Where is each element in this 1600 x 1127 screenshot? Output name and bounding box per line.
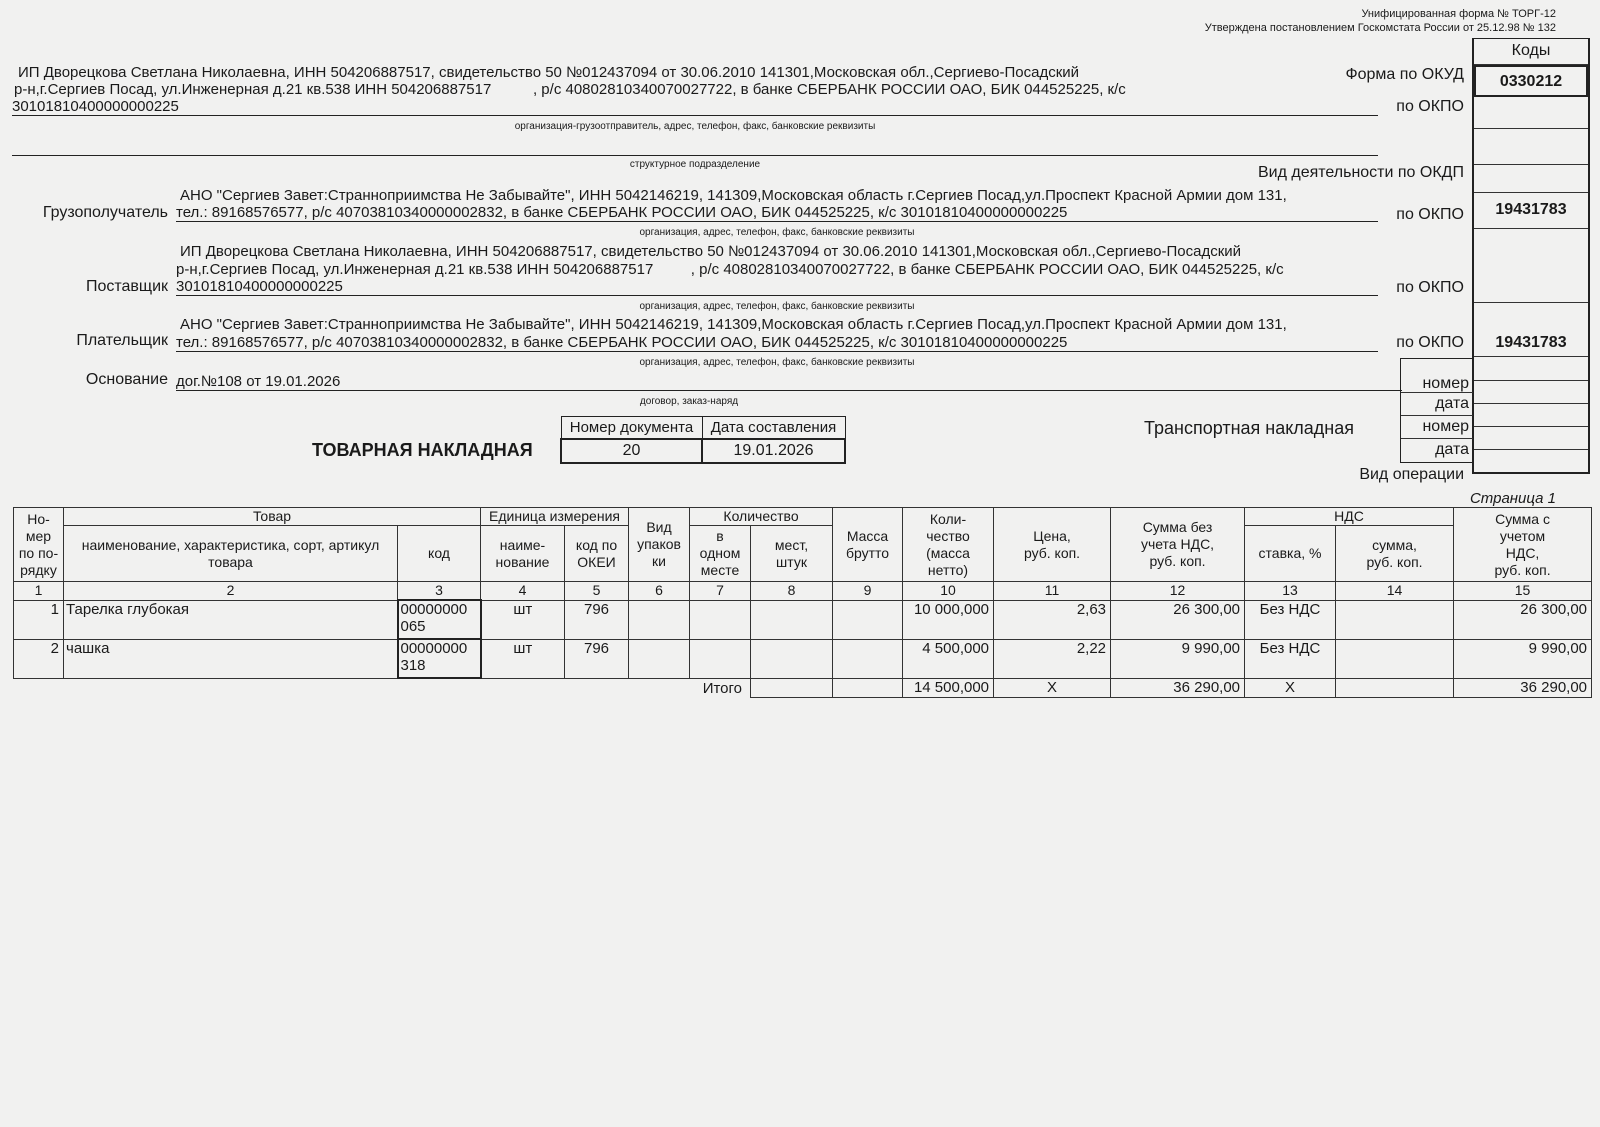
row-total: 26 300,00 bbox=[1454, 600, 1592, 639]
okdp-code bbox=[1474, 165, 1588, 193]
col-num-header: Но- мер по по- рядку bbox=[14, 508, 64, 582]
payer-caption: организация, адрес, телефон, факс, банковские реквизиты bbox=[639, 357, 915, 368]
row-pack bbox=[629, 600, 690, 639]
okud-code: 0330212 bbox=[1474, 65, 1588, 97]
row-price: 2,63 bbox=[994, 600, 1111, 639]
shipper-line-1: ИП Дворецкова Светлана Николаевна, ИНН 504206887517, свидетельство 50 №012437094 от 30.06.2010 141301,Московская обл.,Сергиево-Посадский bbox=[18, 64, 1080, 81]
transport-number-code bbox=[1474, 404, 1588, 427]
okei-header: код по ОКЕИ bbox=[565, 526, 629, 582]
row-qty: 4 500,000 bbox=[903, 639, 994, 678]
price-header: Цена, руб. коп. bbox=[994, 508, 1111, 582]
transport-date-code bbox=[1474, 427, 1588, 450]
row-total: 9 990,00 bbox=[1454, 639, 1592, 678]
vat-header: НДС bbox=[1245, 508, 1454, 526]
consignee-line-2: тел.: 89168576577, р/с 40703810340000002832, в банке СБЕРБАНК РОССИИ ОАО, БИК 044525225, к/с 30101810400000000225 bbox=[176, 204, 1378, 222]
col-number: 11 bbox=[994, 582, 1111, 601]
basis-date-code bbox=[1474, 381, 1588, 404]
side-labels bbox=[1400, 358, 1474, 463]
supplier-caption: организация, адрес, телефон, факс, банковские реквизиты bbox=[639, 301, 915, 312]
doc-title: ТОВАРНАЯ НАКЛАДНАЯ bbox=[312, 440, 533, 460]
col-number: 12 bbox=[1111, 582, 1245, 601]
row-name: Тарелка глубокая bbox=[64, 600, 398, 639]
col-number: 3 bbox=[398, 582, 481, 601]
division-code bbox=[1474, 129, 1588, 165]
col-number: 1 bbox=[14, 582, 64, 601]
row-sum: 26 300,00 bbox=[1111, 600, 1245, 639]
col-number: 5 bbox=[565, 582, 629, 601]
row-qty: 10 000,000 bbox=[903, 600, 994, 639]
basis-value: дог.№108 от 19.01.2026 bbox=[176, 373, 1402, 391]
row-sum: 9 990,00 bbox=[1111, 639, 1245, 678]
col-number: 8 bbox=[751, 582, 833, 601]
table-row bbox=[14, 600, 1592, 639]
row-gross bbox=[833, 639, 903, 678]
total-label: Итого bbox=[702, 679, 743, 697]
row-number: 2 bbox=[14, 639, 64, 678]
codes-column bbox=[1472, 38, 1590, 474]
basis-number-code bbox=[1474, 357, 1588, 381]
doc-number: 20 bbox=[561, 439, 702, 463]
doc-date: 19.01.2026 bbox=[702, 439, 845, 463]
row-vat-sum bbox=[1336, 600, 1454, 639]
consignee-caption: организация, адрес, телефон, факс, банковские реквизиты bbox=[639, 227, 915, 238]
row-name: чашка bbox=[64, 639, 398, 678]
row-places bbox=[751, 639, 833, 678]
in-place-header: в одном месте bbox=[690, 526, 751, 582]
supplier-okpo-code bbox=[1474, 229, 1588, 303]
payer-label: Плательщик bbox=[76, 332, 168, 349]
row-price: 2,22 bbox=[994, 639, 1111, 678]
col-number: 7 bbox=[690, 582, 751, 601]
row-in-place bbox=[690, 600, 751, 639]
basis-number-label: номер bbox=[1401, 359, 1473, 393]
total-price-x: X bbox=[994, 678, 1111, 697]
row-code: 00000000 318 bbox=[398, 639, 481, 678]
consignee-okpo-code: 19431783 bbox=[1474, 193, 1588, 229]
doc-date-label: Дата составления bbox=[702, 417, 845, 440]
vat-rate-header: ставка, % bbox=[1245, 526, 1336, 582]
sum-no-vat-header: Сумма без учета НДС, руб. коп. bbox=[1111, 508, 1245, 582]
approval-note: Утверждена постановлением Госкомстата России от 25.12.98 № 132 bbox=[1204, 22, 1556, 34]
unit-name-header: наиме- нование bbox=[481, 526, 565, 582]
row-code: 00000000 065 bbox=[398, 600, 481, 639]
supplier-line-1: ИП Дворецкова Светлана Николаевна, ИНН 504206887517, свидетельство 50 №012437094 от 30.06.2010 141301,Московская обл.,Сергиево-Посадский bbox=[180, 243, 1242, 260]
col-number: 15 bbox=[1454, 582, 1592, 601]
doc-number-box bbox=[560, 416, 846, 464]
total-gross bbox=[833, 678, 903, 697]
transport-number-label: номер bbox=[1401, 416, 1473, 439]
row-gross bbox=[833, 600, 903, 639]
unit-header: Единица измерения bbox=[481, 508, 629, 526]
transport-date-label: дата bbox=[1435, 441, 1469, 458]
transport-waybill-label: Транспортная накладная bbox=[1144, 418, 1355, 438]
okud-label: Форма по ОКУД bbox=[1345, 66, 1464, 83]
places-header: мест, штук bbox=[751, 526, 833, 582]
goods-table bbox=[13, 507, 1592, 698]
col-number: 4 bbox=[481, 582, 565, 601]
okpo-label-payer: по ОКПО bbox=[1396, 334, 1464, 351]
goods-header: Товар bbox=[64, 508, 481, 526]
payer-okpo-code: 19431783 bbox=[1474, 303, 1588, 357]
operation-code bbox=[1474, 450, 1588, 472]
okpo-label-supplier: по ОКПО bbox=[1396, 279, 1464, 296]
col-number: 13 bbox=[1245, 582, 1336, 601]
row-number: 1 bbox=[14, 600, 64, 639]
col-number: 10 bbox=[903, 582, 994, 601]
total-total: 36 290,00 bbox=[1454, 678, 1592, 697]
payer-line-2: тел.: 89168576577, р/с 40703810340000002832, в банке СБЕРБАНК РОССИИ ОАО, БИК 044525225, к/с 30101810400000000225 bbox=[176, 334, 1378, 352]
division-line bbox=[12, 142, 1378, 156]
col-number: 9 bbox=[833, 582, 903, 601]
operation-label: Вид операции bbox=[1359, 466, 1464, 483]
total-sum: 36 290,00 bbox=[1111, 678, 1245, 697]
shipper-line-2: р-н,г.Сергиев Посад, ул.Инженерная д.21 кв.538 ИНН 504206887517 , р/с 40802810340070027722, в банке СБЕРБАНК РОССИИ ОАО, БИК 044525225, к/с bbox=[14, 81, 1126, 98]
row-pack bbox=[629, 639, 690, 678]
supplier-line-3: 30101810400000000225 bbox=[176, 278, 1378, 296]
code-header: код bbox=[398, 526, 481, 582]
row-okei: 796 bbox=[565, 600, 629, 639]
okdp-label: Вид деятельности по ОКДП bbox=[1257, 164, 1464, 181]
basis-label: Основание bbox=[85, 371, 168, 388]
row-in-place bbox=[690, 639, 751, 678]
row-unit: шт bbox=[481, 639, 565, 678]
form-name: Унифицированная форма № ТОРГ-12 bbox=[1361, 8, 1556, 20]
gross-header: Масса брутто bbox=[833, 508, 903, 582]
consignee-label: Грузополучатель bbox=[42, 204, 168, 221]
okpo-label-consignee: по ОКПО bbox=[1396, 206, 1464, 223]
goods-name-header: наименование, характеристика, сорт, артикул товара bbox=[64, 526, 398, 582]
doc-number-label: Номер документа bbox=[561, 417, 702, 440]
shipper-caption: организация-грузоотправитель, адрес, телефон, факс, банковские реквизиты bbox=[514, 121, 876, 132]
vat-sum-header: сумма, руб. коп. bbox=[1336, 526, 1454, 582]
supplier-line-2: р-н,г.Сергиев Посад, ул.Инженерная д.21 кв.538 ИНН 504206887517 , р/с 40802810340070027722, в банке СБЕРБАНК РОССИИ ОАО, БИК 044525225, к/с bbox=[176, 261, 1284, 278]
net-header: Коли- чество (масса нетто) bbox=[903, 508, 994, 582]
row-vat-rate: Без НДС bbox=[1245, 600, 1336, 639]
total-row bbox=[14, 678, 1592, 697]
okpo-label-shipper: по ОКПО bbox=[1396, 98, 1464, 115]
supplier-label: Поставщик bbox=[85, 278, 168, 295]
division-caption: структурное подразделение bbox=[629, 159, 761, 170]
shipper-line-3: 30101810400000000225 bbox=[12, 98, 1378, 116]
payer-line-1: АНО "Сергиев Завет:Странноприимства Не Забывайте", ИНН 5042146219, 141309,Московская область г.Сергиев Посад,ул.Проспект Красной Армии дом 131, bbox=[180, 316, 1287, 333]
col-number: 14 bbox=[1336, 582, 1454, 601]
table-row bbox=[14, 639, 1592, 678]
col-number: 6 bbox=[629, 582, 690, 601]
basis-date-label: дата bbox=[1401, 393, 1473, 416]
total-vat-sum bbox=[1336, 678, 1454, 697]
row-unit: шт bbox=[481, 600, 565, 639]
row-places bbox=[751, 600, 833, 639]
row-okei: 796 bbox=[565, 639, 629, 678]
pack-header: Вид упаков ки bbox=[629, 508, 690, 582]
total-header: Сумма с учетом НДС, руб. коп. bbox=[1454, 508, 1592, 582]
total-qty: 14 500,000 bbox=[903, 678, 994, 697]
total-rate-x: X bbox=[1245, 678, 1336, 697]
col-number: 2 bbox=[64, 582, 398, 601]
page-label: Страница 1 bbox=[1469, 490, 1556, 507]
total-places bbox=[751, 678, 833, 697]
okpo-shipper-code bbox=[1474, 97, 1588, 129]
row-vat-sum bbox=[1336, 639, 1454, 678]
row-vat-rate: Без НДС bbox=[1245, 639, 1336, 678]
basis-caption: договор, заказ-наряд bbox=[639, 396, 739, 407]
consignee-line-1: АНО "Сергиев Завет:Странноприимства Не Забывайте", ИНН 5042146219, 141309,Московская область г.Сергиев Посад,ул.Проспект Красной Армии дом 131, bbox=[180, 187, 1287, 204]
codes-title: Коды bbox=[1474, 39, 1588, 65]
qty-header: Количество bbox=[690, 508, 833, 526]
